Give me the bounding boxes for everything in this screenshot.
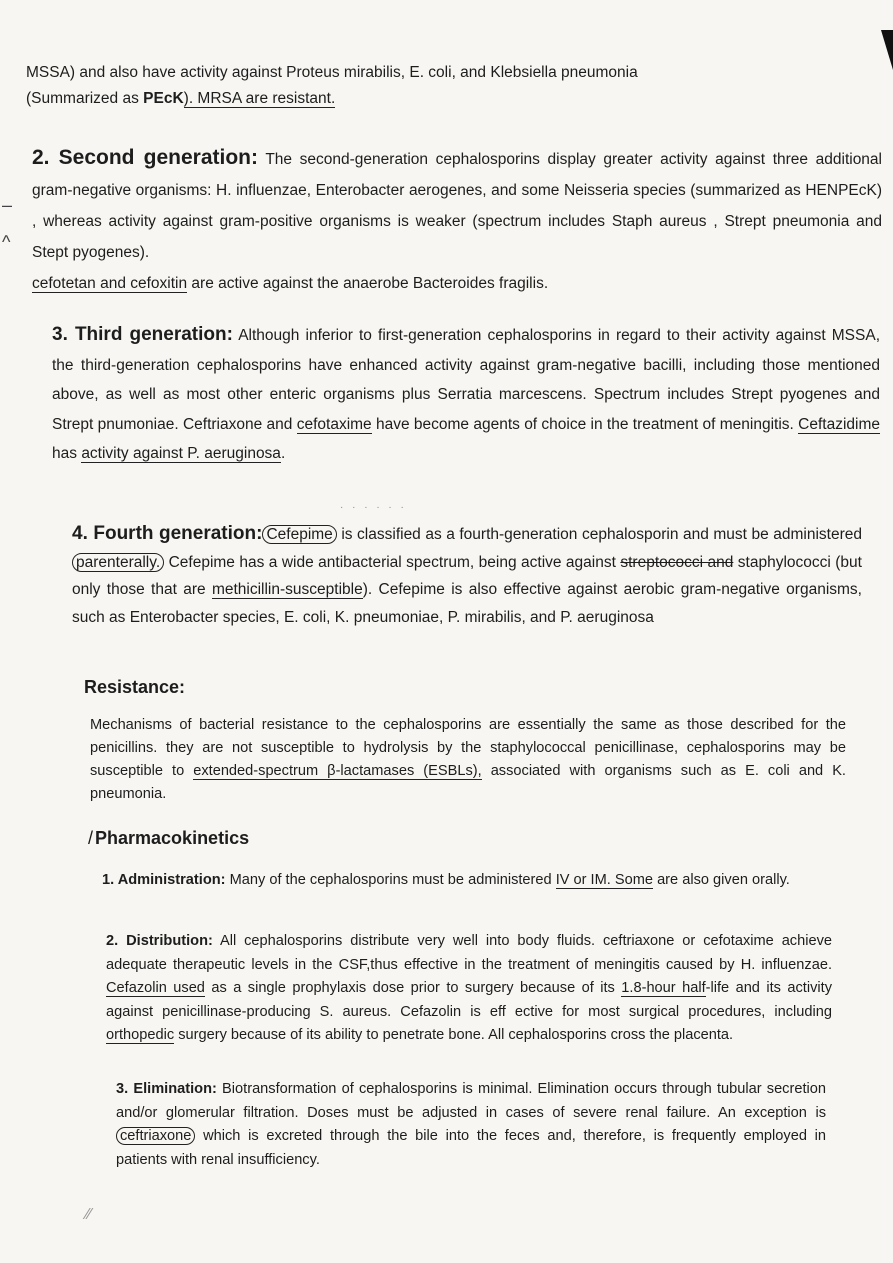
cefepime-circled: Cefepime xyxy=(262,525,336,544)
second-generation-text: The second-generation cephalosporins display greater activity against three additional gram-negative organisms: H. influenzae, Enterobacter aerogenes, and some Neisseria species (summarized as HENPEcK) , whereas activity against gram-positive organisms is weaker (spectrum includes Staph aureus , Strept pneumonia and Stept pyogenes). xyxy=(32,151,882,261)
pharmacokinetics-heading: / Pharmacokinetics xyxy=(88,828,250,848)
intro-line1: MSSA) and also have activity against Proteus mirabilis, E. coli, and Klebsiella pneumonia xyxy=(26,64,638,81)
streptococci-struck: streptococci and xyxy=(620,553,734,571)
orthopedic-underlined: orthopedic xyxy=(106,1027,175,1043)
p-aeruginosa-underlined: P. aeruginosa xyxy=(187,445,281,462)
distribution-paragraph: 2. Distribution: All cephalosporins distribute very well into body fluids. ceftriaxone or cefotaxime achieve adequate therapeutic levels in the CSF,thus effective in the treatment of meningitis caused by H. influenzae. Cefazolin used as a single prophylaxis dose prior to surgery because of its 1.8-hour half-life and its activity against penicillinase-producing S. aureus. Cefazolin is eff ective for most surgical procedures, including orthopedic surgery because of its ability to penetrate bone. All cephalosporins cross the placenta. xyxy=(106,933,832,1043)
esbl-underlined: extended-spectrum β-lactamases (ESBLs), xyxy=(193,763,482,779)
ceftazidime-underlined: Ceftazidime xyxy=(798,415,881,433)
second-generation-last-line: cefotetan and cefoxitin are active against the anaerobe Bacteroides fragilis. xyxy=(32,275,549,292)
scan-noise: · · · · · · xyxy=(340,502,407,513)
second-generation-section xyxy=(32,142,882,299)
margin-mark: – xyxy=(2,195,13,215)
parenterally-circled: parenterally. xyxy=(72,553,164,572)
slash-mark: / xyxy=(88,828,94,848)
administration-paragraph: 1. Administration: Many of the cephalosporins must be administered IV or IM. Some are also given orally. xyxy=(102,872,790,888)
second-generation-heading: 2. Second generation: xyxy=(32,146,258,169)
resistance-paragraph: Mechanisms of bacterial resistance to the cephalosporins are essentially the same as those described for the penicillins. they are not susceptible to hydrolysis by the staphylococcal penicillinase, cephalosporins may be susceptible to extended-spectrum β-lactamases (ESBLs), associated with organisms such as E. coli and K. pneumonia. xyxy=(90,717,846,802)
intro-paragraph xyxy=(26,60,881,112)
administration-heading: 1. Administration: xyxy=(102,872,226,888)
resistance-heading: Resistance: xyxy=(84,677,186,697)
methicillin-susceptible-underlined: methicillin-susceptible xyxy=(211,581,363,598)
elimination-paragraph: 3. Elimination: Biotransformation of cephalosporins is minimal. Elimination occurs through tubular secretion and/or glomerular filtration. Doses must be adjusted in cases of severe renal failure. An exception is ceftriaxone which is excreted through the bile into the feces and, therefore, is frequently employed in patients with renal insufficiency. xyxy=(116,1081,826,1168)
cefotaxime-underlined: cefotaxime xyxy=(296,415,372,433)
fourth-generation-heading: 4. Fourth generation: xyxy=(72,523,263,544)
distribution-heading: 2. Distribution: xyxy=(106,933,213,949)
fourth-generation-section: 4. Fourth generation: Cefepime is classified as a fourth-generation cephalosporin and must be administered parenterally. Cefepime has a wide antibacterial spectrum, being active against streptococci and staphylococci (but only those that are methicillin-susceptible). Cefepime is also effective against aerobic gram-negative organisms, such as Enterobacter species, E. coli, K. pneumoniae, P. mirabilis, and P. aeruginosa xyxy=(72,523,862,626)
third-generation-section: 3. Third generation: Although inferior to first-generation cephalosporins in regard to their activity against MSSA, the third-generation cephalosporins have enhanced activity against gram-negative bacilli, including those mentioned above, as well as most other enteric organisms plus Serratia marcescens. Spectrum includes Strept pyogenes and Strept pnumoniae. Ceftriaxone and cefotaxime have become agents of choice in the treatment of meningitis. Ceftazidime has activity against P. aeruginosa. xyxy=(52,324,881,462)
cefazolin-used-underlined: Cefazolin used xyxy=(106,980,205,996)
half-life-underlined: 1.8-hour half xyxy=(621,980,706,996)
pencil-mark: ⁄⁄ xyxy=(86,1206,92,1223)
intro-line2: (Summarized as PEcK). MRSA are resistant. xyxy=(26,90,336,107)
iv-im-underlined: IV or IM. Some xyxy=(555,872,654,888)
margin-mark: ^ xyxy=(2,232,11,252)
page-corner-shadow xyxy=(881,30,893,70)
third-generation-heading: 3. Third generation: xyxy=(52,324,233,345)
ceftriaxone-circled: ceftriaxone xyxy=(116,1127,195,1145)
elimination-heading: 3. Elimination: xyxy=(116,1081,217,1097)
